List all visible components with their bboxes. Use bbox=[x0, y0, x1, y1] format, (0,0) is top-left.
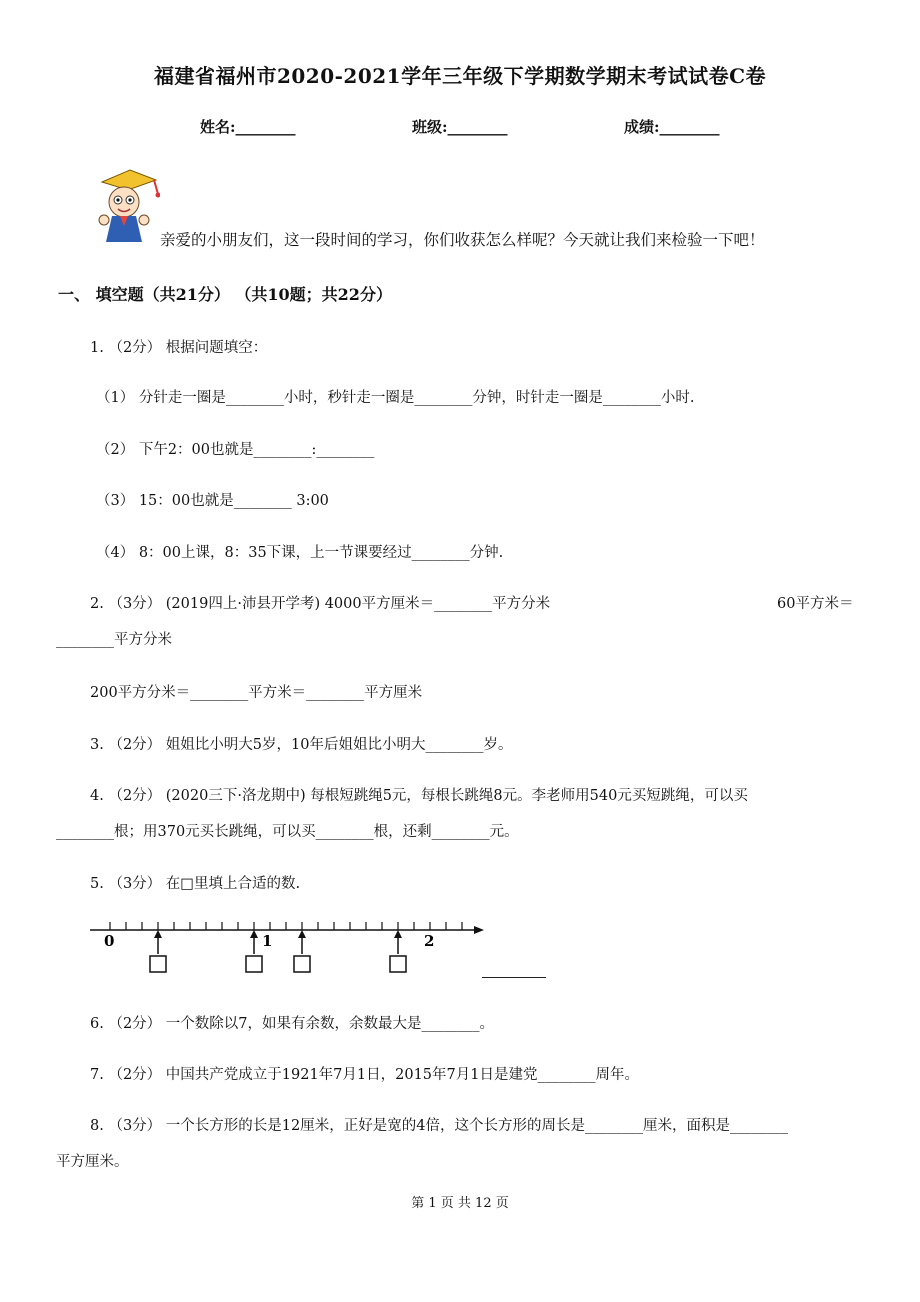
page-footer: 第 1 页 共 12 页 bbox=[411, 1196, 509, 1211]
question-4-line-1: 4. （2分） (2020三下·洛龙期中) 每根短跳绳5元，每根长跳绳8元。李老师用540元买短跳绳，可以买 bbox=[90, 788, 748, 804]
number-line-diagram bbox=[90, 912, 490, 976]
class-field: 班级:________ bbox=[412, 118, 508, 136]
question-5-head: 5. （3分） 在□里填上合适的数. bbox=[90, 876, 301, 892]
question-7: 7. （2分） 中国共产党成立于1921年7月1日，2015年7月1日是建党________周年。 bbox=[90, 1067, 639, 1083]
name-field: 姓名:________ bbox=[200, 118, 296, 136]
question-1-part-2: （2） 下午2：00也就是________:________ bbox=[96, 442, 375, 458]
question-6: 6. （2分） 一个数除以7，如果有余数，余数最大是________。 bbox=[90, 1016, 495, 1032]
question-2-line-1: 2. （3分） (2019四上·沛县开学考) 4000平方厘米＝________平方分米 bbox=[90, 596, 551, 612]
question-2-line-1b: 60平方米＝ bbox=[777, 596, 854, 612]
question-1-part-3: （3） 15：00也就是________ 3:00 bbox=[96, 493, 329, 509]
section-heading: 一、 填空题（共21分） （共10题；共22分） bbox=[58, 285, 392, 304]
question-1-part-1: （1） 分针走一圈是________小时，秒针走一圈是________分钟，时针走一圈是________小时. bbox=[96, 390, 695, 406]
answer-box-4 bbox=[390, 930, 406, 972]
tick-label-1: 1 bbox=[262, 932, 273, 950]
answer-box-2 bbox=[246, 930, 262, 972]
question-1-head: 1. （2分） 根据问题填空： bbox=[90, 340, 268, 356]
tick-label-2: 2 bbox=[424, 932, 435, 950]
page-title: 福建省福州市2020-2021学年三年级下学期数学期末考试试卷C卷 bbox=[153, 64, 767, 88]
answer-box-1 bbox=[150, 930, 166, 972]
question-8-line-2: 平方厘米。 bbox=[56, 1154, 129, 1170]
question-8-line-1: 8. （3分） 一个长方形的长是12厘米，正好是宽的4倍，这个长方形的周长是________厘米，面积是________ bbox=[90, 1118, 788, 1134]
answer-box-3 bbox=[294, 930, 310, 972]
answer-blank-line bbox=[482, 976, 546, 978]
question-4-line-2: ________根；用370元买长跳绳，可以买________根，还剩________元。 bbox=[56, 824, 519, 840]
score-field: 成绩:________ bbox=[624, 118, 720, 136]
mascot-icon bbox=[90, 168, 160, 246]
question-2-line-2: ________平方分米 bbox=[56, 632, 172, 648]
question-1-part-4: （4） 8：00上课，8：35下课，上一节课要经过________分钟. bbox=[96, 545, 504, 561]
tick-label-0: 0 bbox=[104, 932, 115, 950]
greeting-text: 亲爱的小朋友们，这一段时间的学习，你们收获怎么样呢？今天就让我们来检验一下吧！ bbox=[160, 231, 765, 249]
question-2-line-3: 200平方分米＝________平方米＝________平方厘米 bbox=[90, 685, 423, 701]
question-3: 3. （2分） 姐姐比小明大5岁，10年后姐姐比小明大________岁。 bbox=[90, 737, 513, 753]
